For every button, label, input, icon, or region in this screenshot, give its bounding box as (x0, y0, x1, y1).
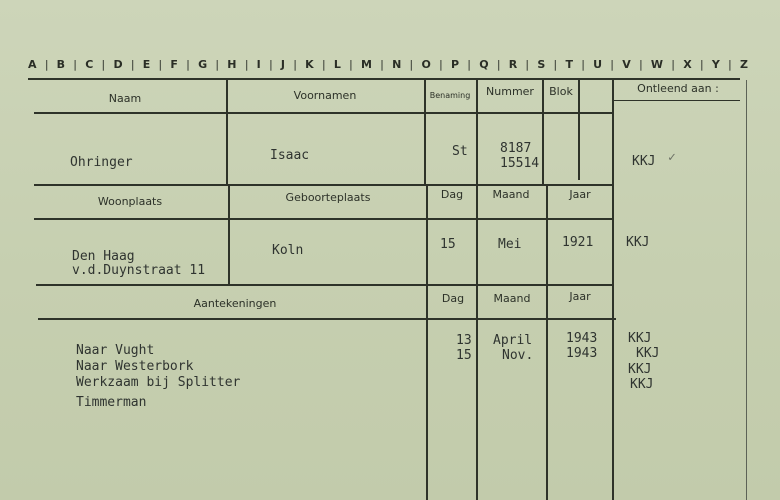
value-nummer-2: 15514 (500, 156, 540, 171)
alphabet-separator: | (438, 58, 443, 71)
alphabet-index (28, 58, 748, 76)
note-text: Naar Vught (76, 343, 155, 358)
alphabet-separator: | (244, 58, 249, 71)
alphabet-separator: | (73, 58, 78, 71)
alphabet-letter: B (56, 58, 66, 71)
alphabet-letter: J (280, 58, 285, 71)
alphabet-letter: P (451, 58, 460, 71)
alphabet-letter: E (142, 58, 151, 71)
alphabet-separator: | (293, 58, 298, 71)
rule-col-nummer (476, 80, 478, 500)
value-nummer-1: 8187 (500, 141, 532, 156)
rule-top (28, 78, 740, 80)
alphabet-letter: I (256, 58, 261, 71)
alphabet-separator: | (215, 58, 220, 71)
header-nummer: Nummer (486, 85, 534, 98)
header-dag: Dag (440, 188, 464, 201)
value-dag: 15 (440, 237, 456, 252)
header-voornamen: Voornamen (293, 89, 357, 102)
note-bron: KKJ (636, 346, 660, 361)
alphabet-letter: A (28, 58, 37, 71)
header-jaar-2: Jaar (569, 290, 591, 303)
alphabet-separator: | (699, 58, 704, 71)
value-voornamen: Isaac (270, 148, 310, 163)
rule-col-right (746, 80, 747, 500)
alphabet-separator: | (158, 58, 163, 71)
alphabet-separator: | (467, 58, 472, 71)
note-text: Naar Westerbork (76, 359, 194, 374)
header-aantekeningen: Aantekeningen (193, 297, 277, 310)
alphabet-letter: H (227, 58, 237, 71)
note-text: Timmerman (76, 395, 147, 410)
note-jaar: 1943 (566, 346, 598, 361)
alphabet-letter: S (537, 58, 546, 71)
note-bron: KKJ (628, 331, 652, 346)
rule-ontleend-underline (614, 100, 740, 101)
rule-row2-bottom (36, 284, 614, 286)
alphabet-letter: X (683, 58, 692, 71)
header-maand-2: Maand (493, 292, 531, 305)
note-jaar: 1943 (566, 331, 598, 346)
alphabet-letter: V (622, 58, 631, 71)
alphabet-separator: | (581, 58, 586, 71)
alphabet-separator: | (186, 58, 191, 71)
alphabet-separator: | (610, 58, 615, 71)
rule-row1-bottom (34, 184, 612, 186)
header-naam: Naam (108, 92, 142, 105)
alphabet-letter: G (198, 58, 208, 71)
note-bron: KKJ (628, 362, 652, 377)
alphabet-letter: W (650, 58, 664, 71)
alphabet-letter: Y (711, 58, 720, 71)
note-maand: April (493, 333, 533, 348)
value-bron-geboorte: KKJ (626, 235, 650, 250)
alphabet-separator: | (553, 58, 558, 71)
alphabet-separator: | (727, 58, 732, 71)
header-benaming: Benaming (429, 91, 471, 100)
rule-col-blok-right (578, 80, 580, 180)
value-woonplaats-1: Den Haag (72, 249, 135, 264)
alphabet-separator: | (44, 58, 49, 71)
value-naam: Ohringer (70, 155, 133, 170)
alphabet-letter: F (170, 58, 178, 71)
alphabet-separator: | (321, 58, 326, 71)
rule-col-geboorte (228, 184, 230, 284)
rule-col-voornamen (226, 80, 228, 184)
value-woonplaats-2: v.d.Duynstraat 11 (72, 263, 206, 278)
header-woonplaats: Woonplaats (97, 195, 163, 208)
note-bron: KKJ (630, 377, 654, 392)
rule-col-dag (426, 184, 428, 500)
alphabet-separator: | (409, 58, 414, 71)
note-text: Werkzaam bij Splitter (76, 375, 241, 390)
alphabet-separator: | (638, 58, 643, 71)
alphabet-letter: T (565, 58, 573, 71)
alphabet-separator: | (101, 58, 106, 71)
check-mark-icon: ✓ (668, 150, 676, 165)
value-geboorteplaats: Koln (272, 243, 304, 258)
value-maand: Mei (498, 237, 522, 252)
alphabet-letter: C (85, 58, 94, 71)
header-jaar: Jaar (569, 188, 591, 201)
alphabet-letter: Z (739, 58, 748, 71)
rule-col-jaar (546, 184, 548, 500)
rule-row2-header-bottom (34, 218, 612, 220)
alphabet-letter: R (508, 58, 518, 71)
value-bron: KKJ (632, 154, 656, 169)
alphabet-letter: M (361, 58, 372, 71)
alphabet-letter: K (305, 58, 314, 71)
header-maand: Maand (492, 188, 530, 201)
header-ontleend: Ontleend aan : (637, 82, 719, 95)
alphabet-separator: | (525, 58, 530, 71)
alphabet-separator: | (496, 58, 501, 71)
alphabet-letter: L (333, 58, 341, 71)
value-jaar: 1921 (562, 235, 594, 250)
value-benaming: St (452, 144, 468, 159)
alphabet-separator: | (268, 58, 273, 71)
note-maand: Nov. (502, 348, 534, 363)
alphabet-separator: | (348, 58, 353, 71)
alphabet-letter: O (421, 58, 431, 71)
alphabet-letter: N (392, 58, 402, 71)
alphabet-separator: | (380, 58, 385, 71)
header-dag-2: Dag (441, 292, 465, 305)
alphabet-letter: Q (479, 58, 489, 71)
rule-col-ontleend (612, 80, 614, 500)
alphabet-letter: D (113, 58, 123, 71)
header-blok: Blok (549, 85, 573, 98)
alphabet-separator: | (671, 58, 676, 71)
rule-notes-header-bottom (38, 318, 616, 320)
rule-header-bottom (34, 112, 614, 114)
alphabet-separator: | (130, 58, 135, 71)
note-dag: 13 (456, 333, 472, 348)
note-dag: 15 (456, 348, 472, 363)
alphabet-letter: U (593, 58, 603, 71)
header-geboorteplaats: Geboorteplaats (285, 191, 371, 204)
